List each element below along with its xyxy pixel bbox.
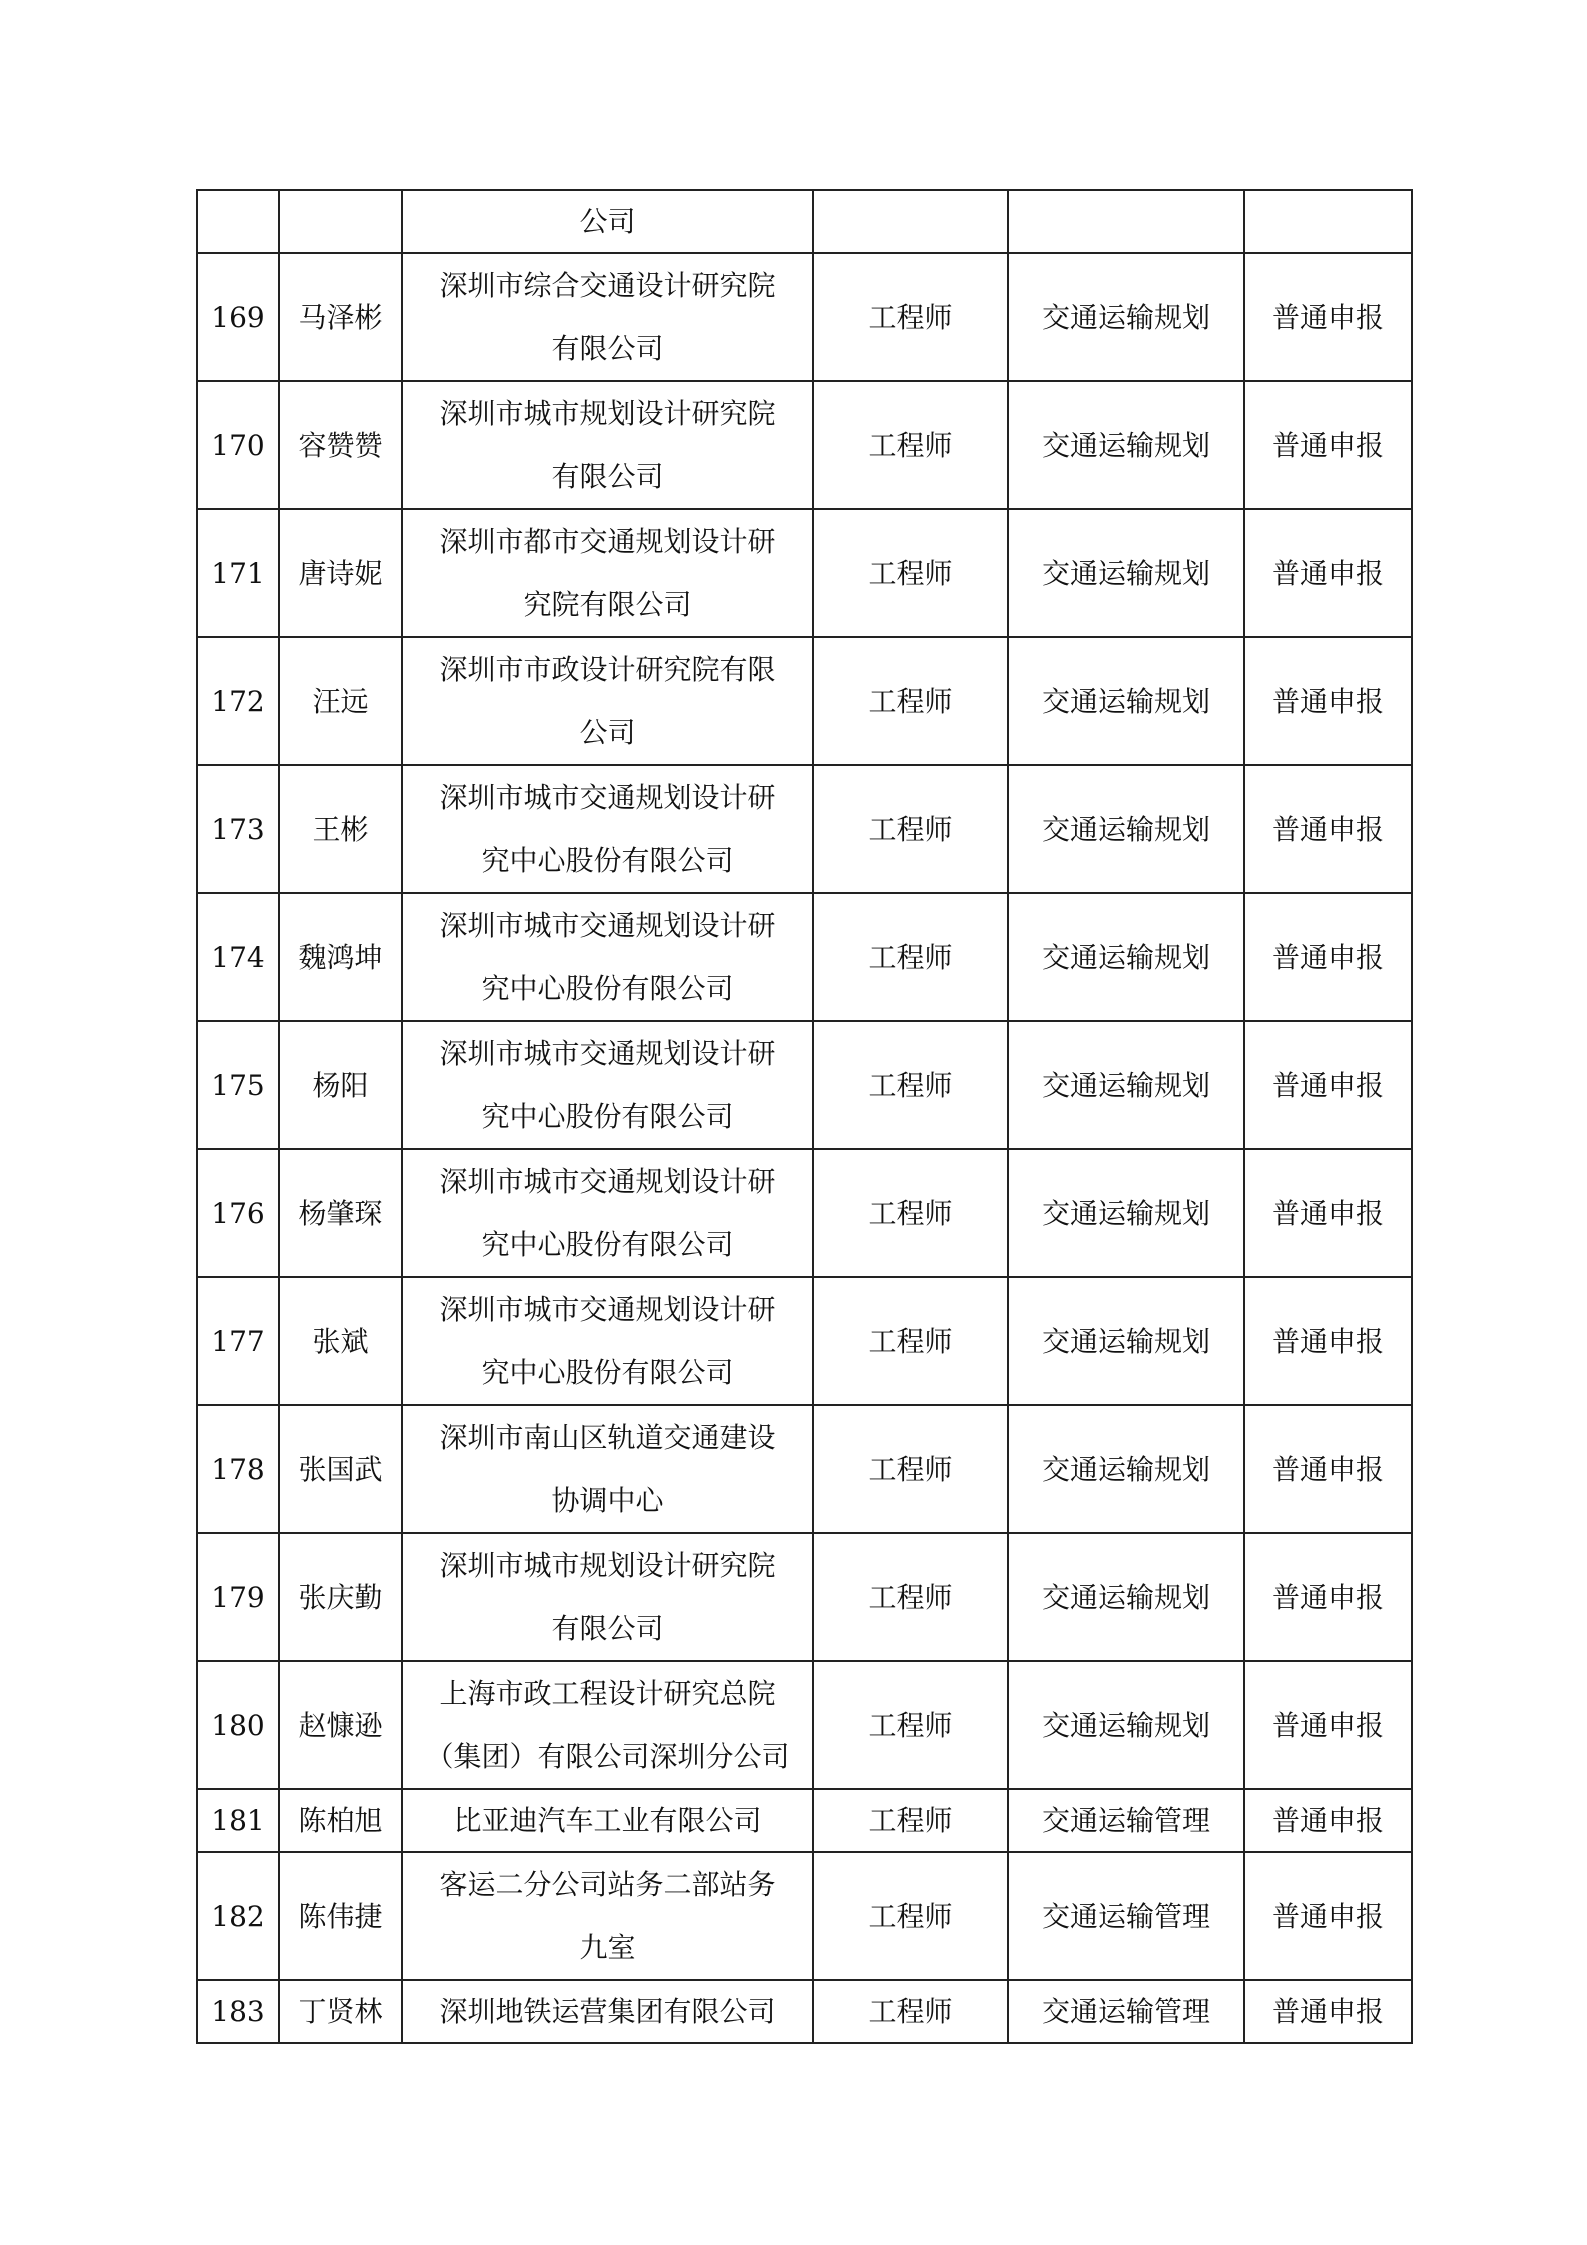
cell-type: 普通申报	[1244, 893, 1412, 1021]
cell-major: 交通运输规划	[1008, 1021, 1244, 1149]
table-row	[197, 1852, 1412, 1980]
cell-unit-line: 究中心股份有限公司	[481, 844, 734, 877]
registry-table	[196, 189, 1413, 2044]
cell-unit-line: 深圳市城市交通规划设计研	[439, 1165, 776, 1198]
cell-unit-line: 深圳市城市规划设计研究院	[439, 397, 776, 430]
cell-major: 交通运输管理	[1008, 1852, 1244, 1980]
table-row	[197, 1405, 1412, 1533]
cell-unit	[402, 893, 813, 1021]
cell-type: 普通申报	[1244, 509, 1412, 637]
cell-type: 普通申报	[1244, 1852, 1412, 1980]
cell-title: 工程师	[813, 1021, 1008, 1149]
cell-unit-line: 九室	[579, 1931, 636, 1964]
cell-no: 173	[197, 765, 279, 893]
cell-no: 175	[197, 1021, 279, 1149]
table-row	[197, 1149, 1412, 1277]
cell-name: 赵慷逊	[279, 1661, 402, 1789]
table-body	[197, 190, 1412, 2043]
cell-name: 王彬	[279, 765, 402, 893]
cell-no: 177	[197, 1277, 279, 1405]
cell-unit-line: 深圳市综合交通设计研究院	[439, 269, 776, 302]
cell-unit-line: 究中心股份有限公司	[481, 972, 734, 1005]
cell-unit	[402, 381, 813, 509]
cell-unit-line: 深圳市市政设计研究院有限	[439, 653, 776, 686]
table-row	[197, 381, 1412, 509]
cell-unit	[402, 1661, 813, 1789]
cell-no: 171	[197, 509, 279, 637]
cell-name: 汪远	[279, 637, 402, 765]
cell-title: 工程师	[813, 1277, 1008, 1405]
cell-title: 工程师	[813, 1149, 1008, 1277]
cell-no: 181	[197, 1789, 279, 1852]
cell-unit-line: 有限公司	[551, 460, 664, 493]
cell-unit-line: 深圳市南山区轨道交通建设	[439, 1421, 776, 1454]
cell-title: 工程师	[813, 1789, 1008, 1852]
cell-name: 丁贤林	[279, 1980, 402, 2043]
cell-unit	[402, 1533, 813, 1661]
table-row	[197, 1980, 1412, 2043]
cell-major: 交通运输规划	[1008, 765, 1244, 893]
cell-unit	[402, 637, 813, 765]
table-row-continued	[197, 190, 1412, 253]
cell-unit	[402, 1021, 813, 1149]
cell-no: 176	[197, 1149, 279, 1277]
cell-unit: 公司	[402, 190, 813, 253]
cell-unit-line: 究中心股份有限公司	[481, 1356, 734, 1389]
cell-unit-line: 深圳市城市规划设计研究院	[439, 1549, 776, 1582]
cell-unit-line: 客运二分公司站务二部站务	[439, 1868, 776, 1901]
cell-major: 交通运输规划	[1008, 253, 1244, 381]
cell-no: 169	[197, 253, 279, 381]
cell-unit-line: 深圳地铁运营集团有限公司	[439, 1995, 776, 2028]
cell-no: 170	[197, 381, 279, 509]
cell-name: 容赞赞	[279, 381, 402, 509]
cell-type: 普通申报	[1244, 253, 1412, 381]
cell-title: 工程师	[813, 637, 1008, 765]
cell-unit	[402, 1277, 813, 1405]
cell-name: 陈柏旭	[279, 1789, 402, 1852]
table-row	[197, 765, 1412, 893]
cell-unit	[402, 509, 813, 637]
cell-title: 工程师	[813, 1852, 1008, 1980]
cell-unit-line: 深圳市都市交通规划设计研	[439, 525, 776, 558]
cell-no: 172	[197, 637, 279, 765]
cell-title: 工程师	[813, 765, 1008, 893]
cell-type: 普通申报	[1244, 1149, 1412, 1277]
cell-unit	[402, 1149, 813, 1277]
cell-unit-line: 深圳市城市交通规划设计研	[439, 909, 776, 942]
cell-type: 普通申报	[1244, 1533, 1412, 1661]
cell-name: 张国武	[279, 1405, 402, 1533]
cell-major: 交通运输规划	[1008, 509, 1244, 637]
cell-type: 普通申报	[1244, 1789, 1412, 1852]
cell-name: 唐诗妮	[279, 509, 402, 637]
cell-title: 工程师	[813, 253, 1008, 381]
cell-name: 张斌	[279, 1277, 402, 1405]
cell-unit-line: 究院有限公司	[523, 588, 692, 621]
cell-unit	[402, 1405, 813, 1533]
cell-unit-line: 有限公司	[551, 1612, 664, 1645]
cell-name	[279, 190, 402, 253]
cell-no	[197, 190, 279, 253]
cell-title: 工程师	[813, 1661, 1008, 1789]
cell-title: 工程师	[813, 1533, 1008, 1661]
table-row	[197, 253, 1412, 381]
cell-unit	[402, 253, 813, 381]
cell-unit-line: 有限公司	[551, 332, 664, 365]
cell-type: 普通申报	[1244, 1277, 1412, 1405]
cell-unit-line: 上海市政工程设计研究总院	[439, 1677, 776, 1710]
table-row	[197, 509, 1412, 637]
cell-major: 交通运输规划	[1008, 1661, 1244, 1789]
cell-unit	[402, 1852, 813, 1980]
cell-unit	[402, 1980, 813, 2043]
cell-unit-line: 究中心股份有限公司	[481, 1100, 734, 1133]
cell-name: 陈伟捷	[279, 1852, 402, 1980]
cell-type: 普通申报	[1244, 1980, 1412, 2043]
cell-type: 普通申报	[1244, 381, 1412, 509]
cell-title	[813, 190, 1008, 253]
cell-major	[1008, 190, 1244, 253]
cell-no: 178	[197, 1405, 279, 1533]
cell-name: 马泽彬	[279, 253, 402, 381]
table-row	[197, 1277, 1412, 1405]
cell-unit	[402, 765, 813, 893]
cell-unit-line: 深圳市城市交通规划设计研	[439, 1037, 776, 1070]
table-row	[197, 893, 1412, 1021]
cell-unit-line: 究中心股份有限公司	[481, 1228, 734, 1261]
cell-unit-line: 公司	[579, 716, 636, 749]
cell-major: 交通运输规划	[1008, 1277, 1244, 1405]
table-row	[197, 1789, 1412, 1852]
cell-type: 普通申报	[1244, 637, 1412, 765]
cell-major: 交通运输管理	[1008, 1789, 1244, 1852]
table-row	[197, 1021, 1412, 1149]
cell-unit-line: 比亚迪汽车工业有限公司	[453, 1804, 762, 1837]
cell-major: 交通运输规划	[1008, 1149, 1244, 1277]
cell-title: 工程师	[813, 1405, 1008, 1533]
cell-title: 工程师	[813, 381, 1008, 509]
cell-major: 交通运输规划	[1008, 637, 1244, 765]
cell-major: 交通运输管理	[1008, 1980, 1244, 2043]
cell-type: 普通申报	[1244, 1661, 1412, 1789]
cell-unit-line: （集团）有限公司深圳分公司	[425, 1740, 790, 1773]
cell-type: 普通申报	[1244, 1021, 1412, 1149]
cell-unit-line: 深圳市城市交通规划设计研	[439, 781, 776, 814]
cell-no: 174	[197, 893, 279, 1021]
cell-unit	[402, 1789, 813, 1852]
cell-no: 179	[197, 1533, 279, 1661]
table-row	[197, 1661, 1412, 1789]
table-row	[197, 1533, 1412, 1661]
cell-no: 183	[197, 1980, 279, 2043]
cell-no: 180	[197, 1661, 279, 1789]
cell-name: 张庆勤	[279, 1533, 402, 1661]
cell-title: 工程师	[813, 1980, 1008, 2043]
cell-major: 交通运输规划	[1008, 381, 1244, 509]
cell-major: 交通运输规划	[1008, 1533, 1244, 1661]
cell-type	[1244, 190, 1412, 253]
cell-no: 182	[197, 1852, 279, 1980]
cell-name: 杨肇琛	[279, 1149, 402, 1277]
cell-major: 交通运输规划	[1008, 1405, 1244, 1533]
cell-major: 交通运输规划	[1008, 893, 1244, 1021]
cell-type: 普通申报	[1244, 765, 1412, 893]
cell-name: 魏鸿坤	[279, 893, 402, 1021]
cell-unit-line: 协调中心	[551, 1484, 664, 1517]
cell-unit-line: 深圳市城市交通规划设计研	[439, 1293, 776, 1326]
table-row	[197, 637, 1412, 765]
cell-name: 杨阳	[279, 1021, 402, 1149]
cell-title: 工程师	[813, 893, 1008, 1021]
cell-type: 普通申报	[1244, 1405, 1412, 1533]
cell-title: 工程师	[813, 509, 1008, 637]
